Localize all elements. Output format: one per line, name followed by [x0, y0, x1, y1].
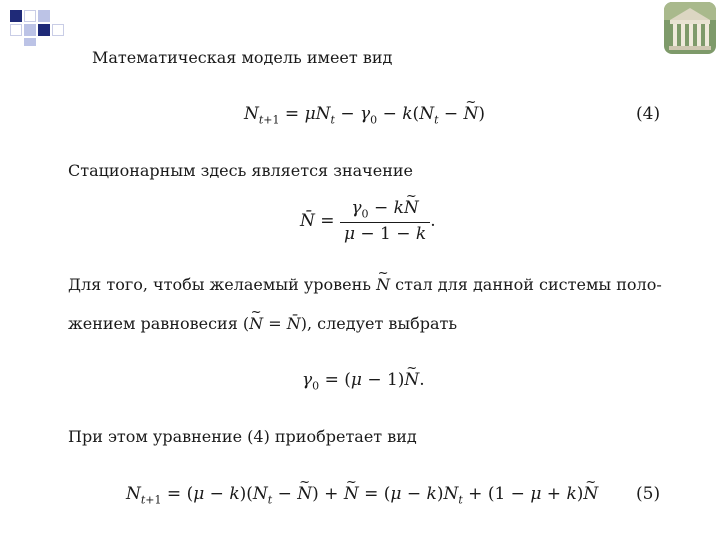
corner-squares-decoration: [4, 2, 68, 46]
temple-logo-icon: [664, 2, 716, 54]
equation-5-number: (5): [636, 484, 661, 504]
equation-4: $N_{t+1} = \mu N_t - \gamma_0 - k(N_t - N$ ~): [244, 106, 485, 125]
intro-text: Математическая модель имеет вид: [92, 48, 393, 67]
paragraph-line2: жением равновесия (N ~ = N̄), следует выбрать: [68, 316, 457, 332]
gamma-equation: $\gamma_0 = (\mu - 1)N$ ~.: [302, 372, 425, 391]
stationary-equation: N̄ = $\frac{\gamma_0 - kN \sim}{\mu - 1 - k}$ .: [300, 200, 436, 243]
stationary-text: Стационарным здесь является значение: [68, 161, 413, 180]
equation-5: $N_{t+1} = (\mu - k)(N_t - N$ ~) + N ~ = $(\mu - k)N_t + (1 - \mu + k)N$ ~: [126, 486, 598, 505]
then-text: При этом уравнение (4) приобретает вид: [68, 427, 417, 446]
paragraph-line1: Для того, чтобы желаемый уровень N ~ стал для данной системы поло-: [68, 277, 662, 293]
equation-4-number: (4): [636, 104, 661, 124]
